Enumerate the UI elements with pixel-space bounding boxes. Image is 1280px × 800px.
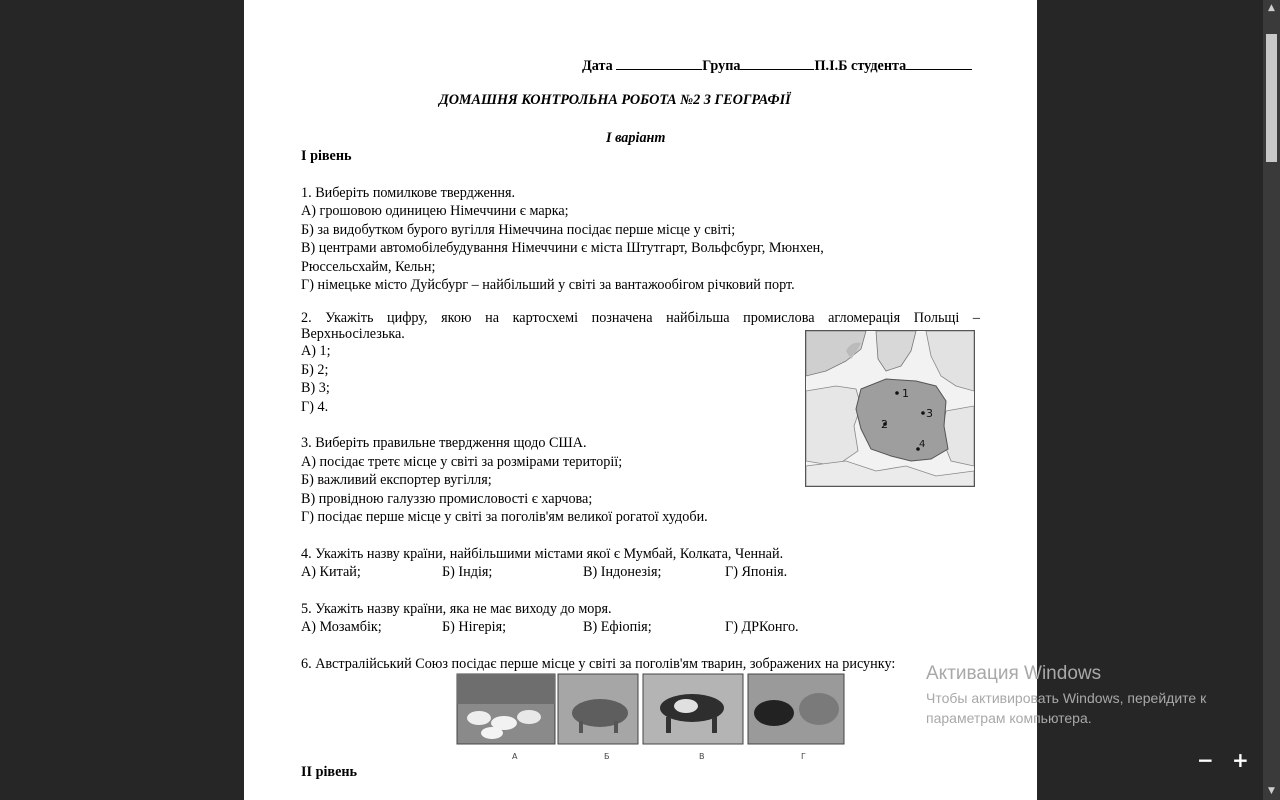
map-label-4: 4	[919, 439, 926, 450]
q4-option-a: А) Китай;	[301, 564, 361, 580]
q6-text: 6. Австралійський Союз посідає перше місце у світі за поголів'ям тварин, зображених на рисунку:	[301, 656, 896, 672]
poland-map-svg	[806, 331, 974, 486]
q2-text: 2. Укажіть цифру, якою на картосхемі позначена найбільша промислова агломерація Польщі –	[301, 310, 980, 326]
scroll-down-arrow-icon[interactable]: ▼	[1268, 786, 1275, 796]
date-blank	[616, 57, 702, 70]
animal-caption-a: А	[512, 752, 518, 761]
activation-line-2: параметрам компьютера.	[926, 710, 1092, 726]
scroll-up-arrow-icon[interactable]: ▲	[1268, 3, 1275, 13]
animal-caption-c: В	[699, 752, 705, 761]
q3-option-d: Г) посідає перше місце у світі за поголів'ям великої рогатої худоби.	[301, 509, 708, 525]
header-line	[582, 57, 972, 75]
document-title: ДОМАШНЯ КОНТРОЛЬНА РОБОТА №2 З ГЕОГРАФІЇ	[439, 92, 791, 108]
q1-option-d: Г) німецьке місто Дуйсбург – найбільший у світі за вантажообігом річковий порт.	[301, 277, 795, 293]
group-label: Група	[702, 58, 741, 74]
zoom-in-button[interactable]: +	[1232, 748, 1249, 772]
q1-option-c: В) центрами автомобілебудування Німеччини є міста Штутгарт, Вольфсбург, Мюнхен,	[301, 240, 824, 256]
q3-option-b: Б) важливий експортер вугілля;	[301, 472, 492, 488]
q2-option-a: А) 1;	[301, 343, 331, 359]
q2-option-c: В) 3;	[301, 380, 330, 396]
poland-map-image	[805, 330, 975, 487]
q2-option-d: Г) 4.	[301, 399, 329, 415]
document-page	[244, 0, 1037, 800]
activation-title: Активация Windows	[926, 663, 1102, 684]
activation-line-1: Чтобы активировать Windows, перейдите к	[926, 690, 1207, 706]
q3-option-c: В) провідною галуззю промисловості є харчова;	[301, 491, 593, 507]
q4-option-c: В) Індонезія;	[583, 564, 662, 580]
q5-option-b: Б) Нігерія;	[442, 619, 507, 635]
zoom-out-button[interactable]: −	[1197, 748, 1214, 772]
map-label-2: 2	[881, 418, 888, 431]
animal-caption-d: Г	[801, 752, 806, 761]
level-1-heading: І рівень	[301, 148, 352, 164]
q5-option-c: В) Ефіопія;	[583, 619, 652, 635]
student-blank	[906, 57, 972, 70]
q2-option-b: Б) 2;	[301, 362, 329, 378]
q1-option-c-cont: Рюссельсхайм, Кельн;	[301, 259, 436, 275]
level-2-heading: ІІ рівень	[301, 764, 358, 780]
group-blank	[740, 57, 814, 70]
map-label-3: 3	[926, 407, 933, 420]
q2-text-cont: Верхньосілезька.	[301, 326, 405, 342]
student-label: П.І.Б студента	[814, 58, 907, 74]
q4-option-d: Г) Японія.	[725, 564, 788, 580]
q1-option-a: А) грошовою одиницею Німеччини є марка;	[301, 203, 569, 219]
scrollbar-thumb[interactable]	[1266, 34, 1277, 162]
q4-option-b: Б) Індія;	[442, 564, 493, 580]
q5-option-d: Г) ДРКонго.	[725, 619, 799, 635]
q3-text: 3. Виберіть правильне твердження щодо США.	[301, 435, 587, 451]
variant-title: І варіант	[606, 130, 666, 146]
windows-activation-watermark	[926, 662, 1206, 728]
map-label-1: 1	[902, 387, 909, 400]
q3-option-a: А) посідає третє місце у світі за розмірами території;	[301, 454, 623, 470]
animals-svg	[454, 673, 845, 763]
q1-option-b: Б) за видобутком бурого вугілля Німеччина посідає перше місце у світі;	[301, 222, 736, 238]
vertical-scrollbar[interactable]	[1263, 0, 1280, 800]
q5-option-a: А) Мозамбік;	[301, 619, 382, 635]
q5-text: 5. Укажіть назву країни, яка не має виходу до моря.	[301, 601, 612, 617]
q4-text: 4. Укажіть назву країни, найбільшими містами якої є Мумбай, Колката, Ченнай.	[301, 546, 784, 562]
q1-text: 1. Виберіть помилкове твердження.	[301, 185, 516, 201]
animal-caption-b: Б	[604, 752, 610, 761]
animals-image	[454, 673, 845, 763]
date-label: Дата	[582, 58, 613, 74]
